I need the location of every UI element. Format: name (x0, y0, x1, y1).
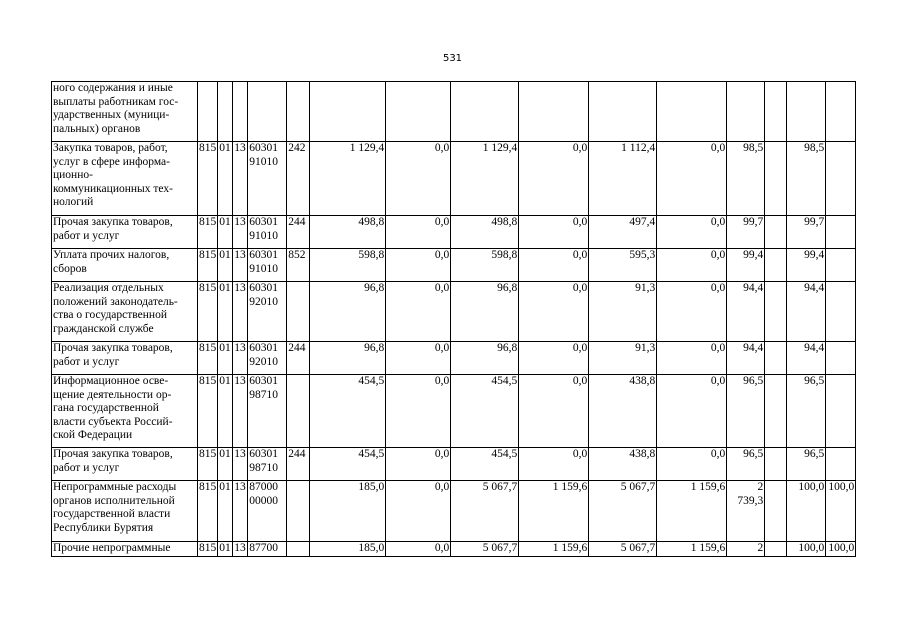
cell-c6: 1 159,6 (657, 542, 727, 557)
cell-ved: 815 (198, 481, 218, 542)
cell-c2: 0,0 (386, 542, 451, 557)
cell-c10: 100,0 (826, 542, 856, 557)
cell-c9: 99,7 (787, 216, 826, 249)
table-row (52, 481, 856, 542)
cell-csr: 60301 98710 (248, 448, 287, 481)
cell-c9: 94,4 (787, 342, 826, 375)
cell-rz: 01 (218, 481, 233, 542)
row-name-line: гана государственной (53, 402, 159, 414)
row-name-line: положений законодатель- (53, 295, 178, 308)
cell-c5: 595,3 (589, 249, 657, 282)
row-name-line: Прочая закупка товаров, (53, 448, 173, 460)
row-name-line: щение деятельности ор- (53, 388, 172, 401)
row-name-line: пальных) органов (53, 122, 141, 135)
cell-c2: 0,0 (386, 342, 451, 375)
cell-csr: 60301 91010 (248, 216, 287, 249)
cell-c6: 0,0 (657, 142, 727, 216)
row-name-line: власти субъекта Россий- (53, 415, 173, 428)
cell-c6: 0,0 (657, 342, 727, 375)
cell-c6: 0,0 (657, 282, 727, 342)
cell-pr (233, 82, 248, 142)
cell-c1: 96,8 (310, 342, 386, 375)
cell-vr: 244 (287, 448, 310, 481)
cell-csr: 60301 92010 (248, 342, 287, 375)
cell-csr: 87700 (248, 542, 287, 557)
cell-c2: 0,0 (386, 481, 451, 542)
cell-pr: 13 (233, 342, 248, 375)
cell-rz: 01 (218, 342, 233, 375)
table-row (52, 342, 856, 375)
cell-ved: 815 (199, 542, 217, 554)
cell-c6: 0,0 (657, 448, 727, 481)
cell-csr: 60301 92010 (248, 282, 287, 342)
cell-c4: 0,0 (519, 448, 589, 481)
row-name-line: ства о государственной (53, 309, 167, 321)
cell-c5: 438,8 (589, 448, 657, 481)
cell-c4: 1 159,6 (519, 542, 589, 557)
row-name (52, 82, 198, 142)
cell-vr (287, 542, 310, 557)
row-name-line: выплаты работникам гос- (53, 95, 179, 108)
cell-c3: 1 129,4 (451, 142, 519, 216)
cell-rz: 01 (218, 282, 233, 342)
cell-c9: 100,0 (787, 542, 826, 557)
cell-c8 (765, 342, 787, 375)
cell-csr (248, 82, 287, 142)
cell-pr: 13 (233, 249, 248, 282)
cell-c6: 1 159,6 (657, 481, 727, 542)
cell-c8 (765, 82, 787, 142)
cell-c9: 96,5 (787, 448, 826, 481)
cell-c2: 0,0 (386, 216, 451, 249)
table-row (52, 542, 856, 557)
cell-c4: 0,0 (519, 142, 589, 216)
row-name-line: Прочая закупка товаров, (53, 216, 173, 228)
row-name (52, 448, 198, 481)
cell-c7: 94,4 (727, 282, 765, 342)
cell-c1: 598,8 (310, 249, 386, 282)
cell-rz: 01 (218, 249, 233, 282)
cell-c4: 0,0 (519, 216, 589, 249)
cell-c6 (657, 82, 727, 142)
row-name (52, 481, 198, 542)
cell-c10 (826, 82, 856, 142)
cell-c9: 100,0 (787, 481, 826, 542)
cell-csr: 87000 00000 (248, 481, 287, 542)
row-name (52, 249, 198, 282)
cell-c2: 0,0 (386, 375, 451, 448)
cell-vr: 852 (287, 249, 310, 282)
cell-c6: 0,0 (657, 249, 727, 282)
row-name-line: ного содержания и иные (53, 82, 173, 94)
cell-c7: 94,4 (727, 342, 765, 375)
cell-c3: 454,5 (451, 448, 519, 481)
table-row (52, 375, 856, 448)
cell-c7: 98,5 (727, 142, 765, 216)
row-name-line: Прочие непрограммные (53, 542, 171, 554)
row-name-line: работ и услуг (53, 355, 120, 368)
cell-c7: 2 739,3 (727, 481, 765, 542)
cell-c7: 96,5 (727, 375, 765, 448)
cell-c1: 498,8 (310, 216, 386, 249)
cell-vr (287, 481, 310, 542)
cell-c3 (451, 82, 519, 142)
row-name (52, 142, 198, 216)
cell-c8 (765, 282, 787, 342)
cell-c8 (765, 542, 787, 557)
cell-c4: 0,0 (519, 282, 589, 342)
cell-c1: 1 129,4 (310, 142, 386, 216)
cell-c3: 498,8 (451, 216, 519, 249)
row-name-line: ударственных (муници- (53, 109, 170, 121)
cell-c7 (727, 82, 765, 142)
cell-vr: 244 (287, 216, 310, 249)
row-name (52, 216, 198, 249)
table-row (52, 249, 856, 282)
cell-c10 (826, 142, 856, 216)
row-name (52, 342, 198, 375)
cell-c3: 454,5 (451, 375, 519, 448)
cell-c2 (386, 82, 451, 142)
cell-rz (218, 82, 233, 142)
cell-c10: 100,0 (826, 481, 856, 542)
row-name-line: Прочая закупка товаров, (53, 342, 173, 354)
cell-c10 (826, 282, 856, 342)
budget-table (51, 81, 856, 557)
cell-rz: 01 (218, 375, 233, 448)
cell-ved: 815 (198, 249, 218, 282)
cell-csr: 60301 91010 (248, 249, 287, 282)
cell-c8 (765, 216, 787, 249)
row-name-line: органов исполнительной (53, 494, 175, 507)
row-name-line: Информационное осве- (53, 375, 169, 387)
cell-c10 (826, 216, 856, 249)
cell-c7: 99,4 (727, 249, 765, 282)
row-name-line: сборов (53, 262, 87, 275)
cell-c2: 0,0 (386, 448, 451, 481)
cell-csr: 60301 98710 (248, 375, 287, 448)
cell-c1 (310, 82, 386, 142)
cell-c6: 0,0 (657, 216, 727, 249)
cell-pr: 13 (233, 282, 248, 342)
cell-c8 (765, 142, 787, 216)
cell-c8 (765, 481, 787, 542)
cell-c5: 497,4 (589, 216, 657, 249)
cell-c5 (589, 82, 657, 142)
cell-c9: 96,5 (787, 375, 826, 448)
row-name-line: работ и услуг (53, 229, 120, 242)
cell-c4 (519, 82, 589, 142)
cell-c6: 0,0 (657, 375, 727, 448)
cell-c3: 96,8 (451, 282, 519, 342)
cell-c9 (787, 82, 826, 142)
row-name-line: Реализация отдельных (53, 282, 164, 294)
row-name-line: нологий (53, 196, 94, 208)
cell-pr: 13 (233, 448, 248, 481)
row-name-line: ской Федерации (53, 429, 133, 441)
cell-vr (287, 375, 310, 448)
cell-c7: 2 (727, 542, 765, 557)
row-name-line: Уплата прочих налогов, (53, 249, 170, 261)
cell-ved: 815 (198, 282, 218, 342)
table-row (52, 448, 856, 481)
page-number: 531 (442, 53, 463, 64)
row-name-line: Непрограммные расходы (53, 481, 177, 493)
cell-ved: 815 (198, 448, 218, 481)
table-row (52, 216, 856, 249)
cell-rz: 01 (219, 542, 231, 554)
row-name-line: ционно- (53, 169, 93, 181)
cell-vr: 244 (287, 342, 310, 375)
cell-c5: 91,3 (589, 282, 657, 342)
cell-csr: 60301 91010 (248, 142, 287, 216)
cell-c7: 96,5 (727, 448, 765, 481)
cell-ved: 815 (198, 216, 218, 249)
cell-vr (287, 82, 310, 142)
cell-pr: 13 (233, 375, 248, 448)
cell-pr: 13 (233, 481, 248, 542)
cell-vr (287, 282, 310, 342)
cell-c1: 454,5 (310, 375, 386, 448)
cell-c3: 96,8 (451, 342, 519, 375)
cell-c1: 96,8 (310, 282, 386, 342)
cell-pr: 13 (233, 216, 248, 249)
cell-c5: 1 112,4 (589, 142, 657, 216)
row-name (52, 542, 198, 557)
cell-c8 (765, 249, 787, 282)
cell-rz: 01 (218, 216, 233, 249)
cell-c5: 91,3 (589, 342, 657, 375)
cell-c2: 0,0 (386, 282, 451, 342)
table-row (52, 82, 856, 142)
cell-c4: 1 159,6 (519, 481, 589, 542)
cell-rz: 01 (218, 142, 233, 216)
cell-c2: 0,0 (386, 249, 451, 282)
cell-c4: 0,0 (519, 375, 589, 448)
cell-c3: 5 067,7 (451, 481, 519, 542)
cell-c9: 99,4 (787, 249, 826, 282)
table-row (52, 142, 856, 216)
row-name (52, 282, 198, 342)
cell-pr: 13 (234, 542, 246, 554)
cell-c3: 5 067,7 (451, 542, 519, 557)
row-name (52, 375, 198, 448)
cell-ved (198, 82, 218, 142)
cell-vr: 242 (287, 142, 310, 216)
cell-c2: 0,0 (386, 142, 451, 216)
cell-c10 (826, 448, 856, 481)
row-name-line: работ и услуг (53, 461, 120, 474)
cell-c1: 185,0 (310, 481, 386, 542)
cell-c10 (826, 375, 856, 448)
cell-ved: 815 (198, 142, 218, 216)
cell-c7: 99,7 (727, 216, 765, 249)
cell-rz: 01 (218, 448, 233, 481)
table-row (52, 282, 856, 342)
cell-c1: 185,0 (310, 542, 386, 557)
cell-c8 (765, 375, 787, 448)
cell-c4: 0,0 (519, 249, 589, 282)
cell-c4: 0,0 (519, 342, 589, 375)
cell-ved: 815 (198, 375, 218, 448)
row-name-line: коммуникационных тех- (53, 182, 173, 195)
cell-pr: 13 (233, 142, 248, 216)
cell-c10 (826, 249, 856, 282)
row-name-line: Закупка товаров, работ, (53, 142, 168, 154)
cell-c9: 94,4 (787, 282, 826, 342)
cell-c10 (826, 342, 856, 375)
row-name-line: гражданской службе (53, 322, 154, 335)
row-name-line: государственной власти (53, 508, 171, 520)
cell-c5: 5 067,7 (589, 481, 657, 542)
row-name-line: услуг в сфере информа- (53, 155, 170, 168)
cell-c3: 598,8 (451, 249, 519, 282)
cell-c1: 454,5 (310, 448, 386, 481)
cell-c9: 98,5 (787, 142, 826, 216)
cell-c5: 438,8 (589, 375, 657, 448)
cell-ved: 815 (198, 342, 218, 375)
cell-c5: 5 067,7 (589, 542, 657, 557)
row-name-line: Республики Бурятия (53, 521, 154, 534)
cell-c8 (765, 448, 787, 481)
